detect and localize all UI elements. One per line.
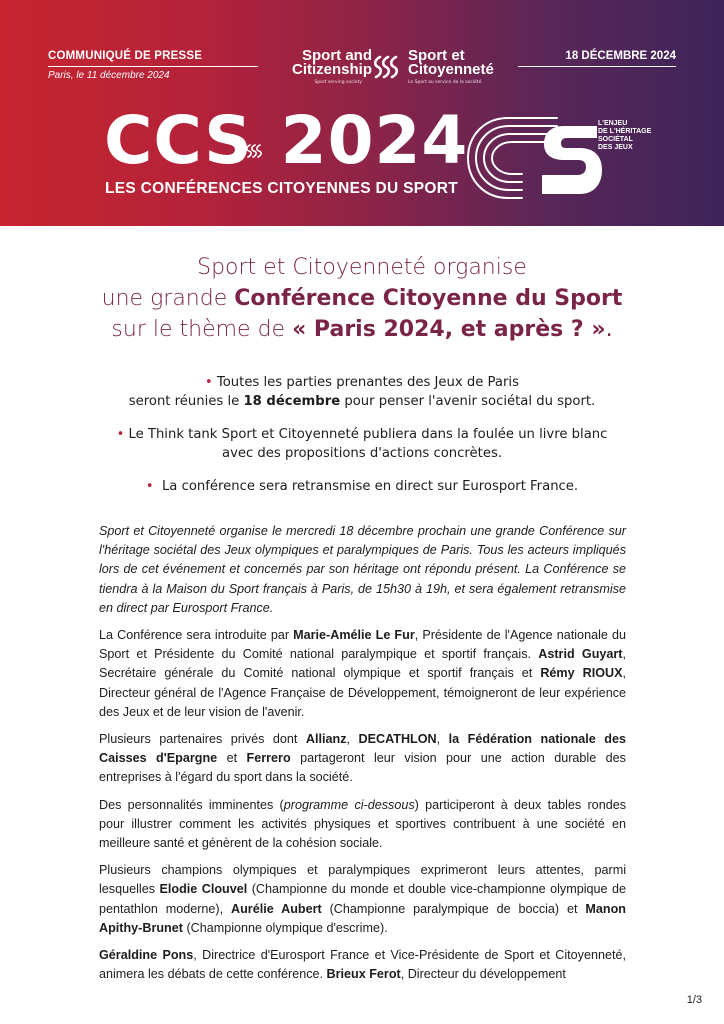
key-points xyxy=(0,373,724,510)
p3-text-i: partageront leur vision pour une action durable des entreprises à l'égard du sport dans la société. xyxy=(99,751,626,785)
key-point-1-line2a: seront réunies le xyxy=(128,394,244,409)
ccs-2024-title xyxy=(104,102,469,179)
headline-line3-end: . xyxy=(605,317,613,342)
p5-text-g: (Championne olympique d'escrime). xyxy=(182,920,388,935)
partner-decathlon: DECATHLON xyxy=(358,732,437,747)
p4-programme: programme ci-dessous xyxy=(283,797,415,812)
headline xyxy=(0,252,724,345)
p5-text-e: (Championne paralympique de boccia) et xyxy=(321,901,586,916)
speaker-le-fur: Marie-Amélie Le Fur xyxy=(293,628,415,643)
p3-sep-3: et xyxy=(217,751,247,766)
p4-text-c: ) participeront à deux tables rondes pour illustrer comment les activités physiques et sportives contribuent à une société en meilleure santé et génèrent de la cohésion sociale. xyxy=(99,797,626,851)
p5-text-c: (Championne du monde et double vice-championne olympique de pentathlon moderne), xyxy=(99,882,626,916)
paragraph-moderators xyxy=(99,946,626,984)
header-rule-right xyxy=(518,66,676,67)
p6-text-b: , Directrice d'Eurosport France et Vice-Présidente de Sport et Citoyenneté, animera les débats de cette conférence. xyxy=(99,948,626,982)
p2-text-e: , Secrétaire générale du Comité national olympique et sportif français et xyxy=(99,647,626,681)
moderator-ferot: Brieux Ferot xyxy=(326,967,401,982)
partner-caisses-epargne: la Fédération nationale des Caisses d'Epargne xyxy=(99,732,626,766)
key-point-3 xyxy=(0,477,724,496)
ccs-title-left: CCS xyxy=(104,102,253,179)
p3-sep-2: , xyxy=(436,732,449,747)
paragraph-round-tables xyxy=(99,796,626,854)
page-number: 1/3 xyxy=(686,994,702,1006)
bullet-dot-icon: • xyxy=(205,375,213,390)
headline-line3-bold: « Paris 2024, et après ? » xyxy=(292,317,606,342)
partner-ferrero: Ferrero xyxy=(246,751,291,766)
headline-line2 xyxy=(0,283,724,314)
header-banner xyxy=(0,0,724,226)
heritage-line3: SOCIÉTAL xyxy=(598,136,633,143)
ccs-subtitle: LES CONFÉRENCES CITOYENNES DU SPORT xyxy=(105,180,458,197)
headline-line1-text: Sport et Citoyenneté organise xyxy=(197,255,527,280)
p2-text-a: La Conférence sera introduite par xyxy=(99,628,294,643)
headline-line2-bold: Conférence Citoyenne du Sport xyxy=(234,286,623,311)
paragraph-speakers xyxy=(99,626,626,722)
champion-clouvel: Elodie Clouvel xyxy=(159,882,248,897)
heritage-line4: DES JEUX xyxy=(598,144,633,151)
speaker-guyart: Astrid Guyart xyxy=(538,647,623,662)
headline-line1 xyxy=(0,252,724,283)
moderator-pons: Géraldine Pons xyxy=(99,948,194,963)
logo-english-line2: Citizenship xyxy=(291,61,372,78)
speaker-rioux: Rémy RIOUX xyxy=(540,666,623,681)
heritage-label xyxy=(598,120,658,152)
p3-text-a: Plusieurs partenaires privés dont xyxy=(99,732,306,747)
intro-paragraph: Sport et Citoyenneté organise le mercredi 18 décembre prochain une grande Conférence sur l'héritage sociétal des Jeux olympiques et paralympiques de Paris. Tous les acteurs impliqués lors de cet événement et concernés par son héritage ont répondu présent. La Conférence se tiendra à la Maison du Sport français à Paris, de 15h30 à 19h, et sera également retransmise en direct par Eurosport France. xyxy=(99,524,626,615)
press-release-date: Paris, le 11 décembre 2024 xyxy=(48,70,170,81)
champion-aubert: Aurélie Aubert xyxy=(231,901,322,916)
logo-french-name xyxy=(408,49,508,77)
header-rule-left xyxy=(48,66,258,67)
headline-line2-text: une grande xyxy=(101,286,235,311)
key-point-2 xyxy=(0,425,724,463)
bullet-dot-icon: • xyxy=(145,479,154,494)
p5-text-a: Plusieurs champions olympiques et paralympiques exprimeront leurs attentes, parmi lesquelles xyxy=(99,863,626,897)
key-point-1 xyxy=(0,373,724,411)
logo-french-tagline: Le Sport au service de la société xyxy=(408,80,482,85)
logo-english-name xyxy=(278,49,372,77)
logo-english-tagline: Sport serving society xyxy=(314,80,362,85)
heritage-line1: L'ENJEU xyxy=(598,120,628,127)
event-date: 18 DÉCEMBRE 2024 xyxy=(565,50,676,62)
key-point-2-line1: Le Think tank Sport et Citoyenneté publiera dans la foulée un livre blanc xyxy=(128,427,608,442)
logo-french-line1: Sport et xyxy=(408,47,465,64)
ccs-title-right: 2024 xyxy=(280,102,469,179)
p2-text-g: , Directeur général de l'Agence Française de Développement, témoigneront de leur expérience des Jeux et de leur vision de l'avenir. xyxy=(99,666,627,719)
partner-allianz: Allianz xyxy=(305,732,347,747)
key-point-3-line1: La conférence sera retransmise en direct sur Eurosport France. xyxy=(161,479,579,494)
headline-line3-text: sur le thème de xyxy=(111,317,293,342)
p3-sep-1: , xyxy=(346,732,359,747)
key-point-1-line2c: pour penser l'avenir sociétal du sport. xyxy=(340,394,596,409)
key-point-1-line1: Toutes les parties prenantes des Jeux de Paris xyxy=(216,375,519,390)
p2-text-c: , Présidente de l'Agence nationale du Sport et Présidente du Comité national paralympique et sportif français. xyxy=(99,628,626,662)
logo-english-line1: Sport and xyxy=(302,47,372,64)
running-track-s-icon xyxy=(462,112,607,204)
headline-line3 xyxy=(0,314,724,345)
p4-text-a: Des personnalités imminentes ( xyxy=(99,797,284,812)
sport-citoyennete-logo-icon xyxy=(371,52,401,82)
paragraph-partners xyxy=(99,730,626,788)
p6-text-d: , Directeur du développement xyxy=(400,967,566,982)
bullet-dot-icon: • xyxy=(116,427,125,442)
small-wave-icon xyxy=(244,142,264,160)
champion-apithy-brunet: Manon Apithy-Brunet xyxy=(99,901,626,935)
paragraph-champions xyxy=(99,861,626,938)
body-text xyxy=(99,522,626,992)
heritage-line2: DE L'HÉRITAGE xyxy=(598,128,652,135)
key-point-2-line2: avec des propositions d'actions concrètes. xyxy=(221,446,503,461)
key-point-1-date: 18 décembre xyxy=(243,394,341,409)
logo-french-line2: Citoyenneté xyxy=(408,61,494,78)
press-release-label: COMMUNIQUÉ DE PRESSE xyxy=(48,50,203,62)
